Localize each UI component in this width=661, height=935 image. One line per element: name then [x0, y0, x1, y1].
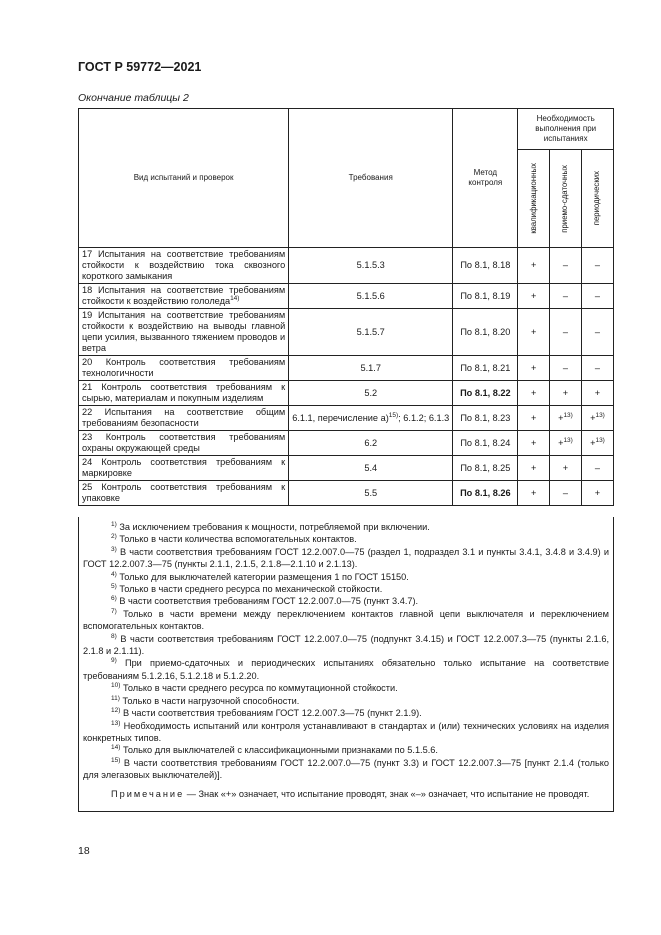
table-row	[79, 456, 614, 481]
footnotes-block	[78, 517, 614, 812]
requirement-extra: ; 6.1.2; 6.1.3	[398, 412, 450, 423]
qualification-mark: +	[531, 387, 537, 398]
acceptance-mark: –	[562, 290, 569, 301]
method-cell: По 8.1, 8.23	[453, 406, 518, 431]
periodic-mark: +	[590, 412, 596, 423]
qualification-mark: +	[531, 290, 537, 301]
table-row	[79, 309, 614, 356]
footnote-number: 9)	[111, 657, 117, 665]
col-header-acceptance: приемо-сдаточных	[549, 150, 581, 248]
method-cell: По 8.1, 8.25	[453, 456, 518, 481]
qualification-mark: +	[531, 362, 537, 373]
requirement-cell	[289, 309, 453, 356]
footnote-text: В части соответствия требованиям ГОСТ 12.2.007.0—75 (пункт 3.3) и ГОСТ 12.2.007.3—75 [пункт 2.1.4 (только для элегазовых выключателей)].	[83, 757, 609, 781]
acceptance-mark-cell	[549, 284, 581, 309]
table-row	[79, 381, 614, 406]
col-header-method: Метод контроля	[453, 109, 518, 248]
qualification-mark-cell	[518, 356, 550, 381]
note-label: Примечание	[111, 788, 185, 799]
method-cell: По 8.1, 8.18	[453, 248, 518, 284]
footnote-ref: 13)	[563, 411, 573, 419]
footnote-text: Только в части времени между переключением контактов главной цепи выключателя и переключением вспомогательных контактов.	[83, 608, 609, 632]
periodic-mark: –	[594, 362, 601, 373]
footnote-number: 5)	[111, 582, 117, 590]
qualification-mark-cell	[518, 284, 550, 309]
table-row	[79, 406, 614, 431]
requirement: 5.5	[364, 487, 378, 498]
qualification-mark-cell	[518, 381, 550, 406]
acceptance-mark: –	[562, 487, 569, 498]
requirement: 5.2	[364, 387, 378, 398]
footnote	[79, 682, 613, 694]
requirement: 5.1.7	[360, 362, 381, 373]
footnote	[79, 720, 613, 745]
footnote	[79, 608, 613, 633]
method-cell: По 8.1, 8.21	[453, 356, 518, 381]
footnote	[79, 757, 613, 782]
footnote-text: В части соответствия требованиям ГОСТ 12.2.007.3—75 (пункт 2.1.9).	[122, 708, 422, 719]
test-name-cell	[79, 431, 289, 456]
test-name-cell	[79, 248, 289, 284]
periodic-mark-cell	[581, 356, 613, 381]
periodic-mark: –	[594, 290, 601, 301]
requirement: 6.2	[364, 437, 378, 448]
footnote-text: Только для выключателей с классификационными признаками по 5.1.5.6.	[122, 745, 438, 756]
tests-table	[78, 108, 614, 506]
footnote	[79, 744, 613, 756]
test-name-cell	[79, 406, 289, 431]
method-cell: По 8.1, 8.20	[453, 309, 518, 356]
footnote-number: 2)	[111, 533, 117, 541]
footnote	[79, 533, 613, 545]
qualification-mark: +	[531, 437, 537, 448]
qualification-mark: +	[531, 487, 537, 498]
method-cell: По 8.1, 8.24	[453, 431, 518, 456]
requirement: 5.4	[364, 462, 378, 473]
footnote-text: Только в части нагрузочной способности.	[122, 695, 300, 706]
test-name-cell	[79, 381, 289, 406]
table-row	[79, 248, 614, 284]
test-name: 17 Испытания на соответствие требованиям стойкости к воздействию тока сквозного короткого замыкания	[82, 249, 286, 281]
footnote-text: В части соответствия требованиям ГОСТ 12.2.007.0—75 (раздел 1, подраздел 3.1 и пункты 3.4.1, 3.4.8 и 3.4.9) и ГОСТ 12.2.007.3—75 (пункты 2.1.1, 2.1.5, 2.1.8—2.1.10 и 2.1.13).	[83, 546, 609, 570]
acceptance-mark-cell	[549, 431, 581, 456]
acceptance-mark: –	[562, 326, 569, 337]
qualification-mark: +	[531, 326, 537, 337]
acceptance-mark-cell	[549, 381, 581, 406]
footnote	[79, 707, 613, 719]
footnote-number: 4)	[111, 570, 117, 578]
footnote-number: 6)	[111, 595, 117, 603]
requirement-cell	[289, 456, 453, 481]
acceptance-mark-cell	[549, 248, 581, 284]
footnote-number: 14)	[111, 744, 121, 752]
test-name: 24 Контроль соответствия требованиям к маркировке	[82, 457, 286, 478]
table-row	[79, 284, 614, 309]
acceptance-mark: +	[562, 462, 569, 473]
periodic-mark: +	[594, 487, 601, 498]
periodic-mark-cell	[581, 309, 613, 356]
qualification-mark-cell	[518, 431, 550, 456]
footnote	[79, 695, 613, 707]
footnote	[79, 571, 613, 583]
footnote-number: 8)	[111, 632, 117, 640]
requirement-cell	[289, 431, 453, 456]
qualification-mark: +	[531, 260, 537, 270]
footnote-ref: 15)	[388, 411, 399, 419]
footnote-text: За исключением требования к мощности, потребляемой при включении.	[119, 522, 430, 532]
footnote-text: Только для выключателей категории размещения 1 по ГОСТ 15150.	[119, 571, 409, 582]
acceptance-mark-cell	[549, 456, 581, 481]
table-row	[79, 431, 614, 456]
periodic-mark-cell	[581, 481, 613, 506]
footnote	[79, 595, 613, 607]
acceptance-mark-cell	[549, 356, 581, 381]
requirement: 5.1.5.6	[356, 290, 385, 301]
footnote-text: В части соответствия требованиям ГОСТ 12.2.007.0—75 (пункт 3.4.7).	[119, 596, 419, 607]
footnote-list	[79, 521, 613, 782]
periodic-mark-cell	[581, 431, 613, 456]
requirement: 5.1.5.7	[356, 326, 385, 337]
test-name: 25 Контроль соответствия требованиям к упаковке	[82, 482, 286, 503]
footnote-ref: 13)	[563, 436, 573, 444]
acceptance-mark: –	[562, 260, 569, 270]
periodic-mark-cell	[581, 456, 613, 481]
note-text: — Знак «+» означает, что испытание проводят, знак «–» означает, что испытание не проводят.	[184, 788, 590, 799]
footnote-ref: 14)	[230, 294, 240, 302]
test-name-cell	[79, 456, 289, 481]
qualification-mark-cell	[518, 456, 550, 481]
footnote-ref: 13)	[595, 411, 605, 419]
footnote-number: 7)	[111, 607, 117, 615]
test-name: 18 Испытания на соответствие требованиям стойкости к воздействию гололеда	[82, 285, 286, 306]
qualification-mark-cell	[518, 309, 550, 356]
requirement: 5.1.5.3	[356, 260, 385, 270]
footnote-text: Только в части среднего ресурса по коммутационной стойкости.	[122, 683, 398, 694]
method-cell: По 8.1, 8.19	[453, 284, 518, 309]
requirement-cell	[289, 406, 453, 431]
footnote-number: 11)	[111, 694, 120, 702]
method-cell: По 8.1, 8.26	[453, 481, 518, 506]
qualification-mark-cell	[518, 248, 550, 284]
table-body	[79, 248, 614, 506]
requirement-cell	[289, 481, 453, 506]
table-row	[79, 481, 614, 506]
acceptance-mark-cell	[549, 309, 581, 356]
footnote	[79, 633, 613, 658]
footnote-ref: 13)	[595, 436, 605, 444]
footnote	[79, 546, 613, 571]
periodic-mark-cell	[581, 406, 613, 431]
periodic-mark: +	[594, 387, 601, 398]
periodic-mark-cell	[581, 248, 613, 284]
footnote-number: 12)	[111, 707, 121, 715]
footnote-text: Только в части количества вспомогательных контактов.	[119, 534, 357, 545]
periodic-mark-cell	[581, 284, 613, 309]
test-name-cell	[79, 481, 289, 506]
col-header-necessity: Необходимость выполнения при испытаниях	[518, 109, 614, 150]
col-header-qualification: квалификационных	[518, 150, 550, 248]
acceptance-mark: +	[558, 437, 564, 448]
footnote-text: При приемо-сдаточных и периодических испытаниях обязательно только испытание на соответствие требованиям 5.1.2.16, 5.1.2.18 и 5.1.2.20.	[83, 658, 609, 681]
test-name-cell	[79, 309, 289, 356]
acceptance-mark: –	[562, 362, 569, 373]
requirement: 6.1.1, перечисление а)	[292, 412, 389, 423]
qualification-mark-cell	[518, 481, 550, 506]
qualification-mark: +	[531, 412, 537, 423]
footnote	[79, 521, 613, 533]
test-name: 19 Испытания на соответствие требованиям стойкости к воздействию на выводы главной цепи усилия, вызванного тяжением проводов и ветра	[82, 310, 286, 353]
qualification-mark: +	[531, 462, 537, 473]
footnote-number: 15)	[111, 756, 121, 764]
method-cell: По 8.1, 8.22	[453, 381, 518, 406]
footnote-text: Необходимость испытаний или контроля устанавливают в стандартах и (или) технических условиях на изделия конкретных типов.	[83, 720, 609, 743]
table-note	[79, 788, 613, 800]
col-header-requirements: Требования	[289, 109, 453, 248]
footnote-number: 1)	[111, 520, 117, 528]
footnote-text: В части соответствия требованиям ГОСТ 12.2.007.0—75 (подпункт 3.4.15) и ГОСТ 12.2.007.3—75 (пункты 2.1.6, 2.1.8 и 2.1.11).	[83, 633, 609, 657]
test-name: 22 Испытания на соответствие общим требованиям безопасности	[82, 407, 286, 428]
acceptance-mark-cell	[549, 406, 581, 431]
periodic-mark-cell	[581, 381, 613, 406]
acceptance-mark: +	[558, 412, 564, 423]
footnote-number: 3)	[111, 545, 117, 553]
col-header-periodic: периодических	[581, 150, 613, 248]
test-name: 23 Контроль соответствия требованиям охраны окружающей среды	[82, 432, 286, 453]
requirement-cell	[289, 248, 453, 284]
qualification-mark-cell	[518, 406, 550, 431]
periodic-mark: –	[594, 326, 601, 337]
requirement-cell	[289, 356, 453, 381]
footnote	[79, 657, 613, 682]
table-caption: Окончание таблицы 2	[78, 92, 189, 104]
test-name: 20 Контроль соответствия требованиям технологичности	[82, 357, 286, 378]
requirement-cell	[289, 381, 453, 406]
periodic-mark: –	[594, 462, 601, 473]
footnote	[79, 583, 613, 595]
col-header-name: Вид испытаний и проверок	[79, 109, 289, 248]
footnote-text: Только в части среднего ресурса по механической стойкости.	[119, 584, 383, 595]
footnote-number: 13)	[111, 719, 121, 727]
document-header: ГОСТ Р 59772—2021	[78, 60, 202, 74]
page-number: 18	[78, 845, 90, 857]
test-name-cell	[79, 284, 289, 309]
table-row	[79, 356, 614, 381]
test-name: 21 Контроль соответствия требованиям к сырью, материалам и покупным изделиям	[82, 382, 286, 403]
requirement-cell	[289, 284, 453, 309]
acceptance-mark: +	[562, 387, 569, 398]
periodic-mark: –	[594, 260, 601, 270]
test-name-cell	[79, 356, 289, 381]
acceptance-mark-cell	[549, 481, 581, 506]
footnote-number: 10)	[111, 682, 121, 690]
periodic-mark: +	[590, 437, 596, 448]
